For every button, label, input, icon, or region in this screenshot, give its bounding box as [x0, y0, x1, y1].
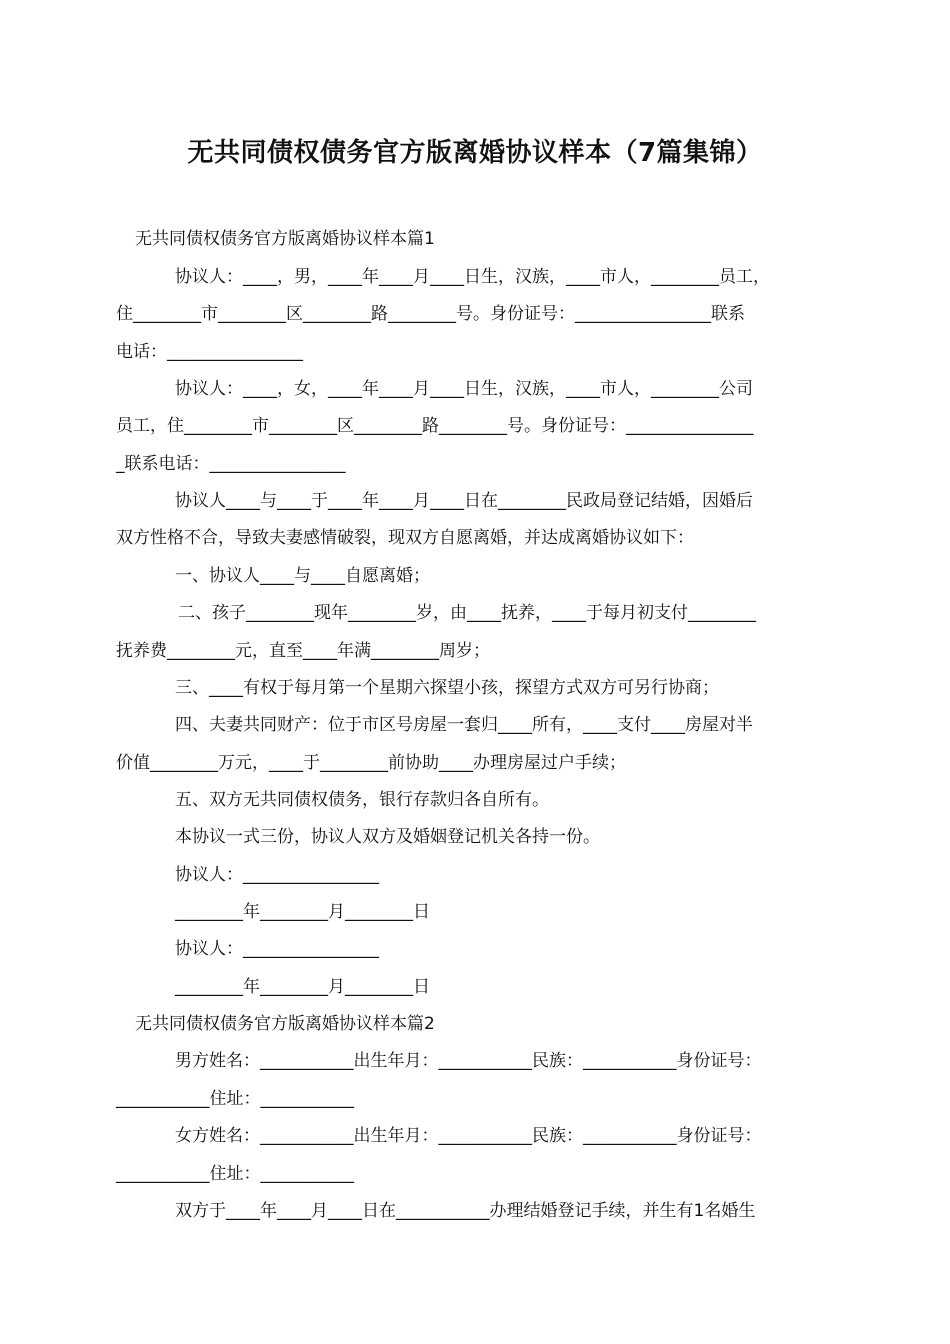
paragraph-line: 协议人：____，男，____年____月____日生，汉族，____市人，________员工， [175, 267, 770, 287]
clause-line: 一、协议人____与____自愿离婚； [175, 566, 430, 586]
clause-line: 二、孩子________现年________岁，由____抚养，____于每月初支付________ [178, 603, 756, 623]
clause-line: 价值________万元，____于________前协助____办理房屋过户手续； [116, 753, 626, 773]
paragraph-line: ___________住址：___________ [116, 1089, 354, 1109]
section-heading-2: 无共同债权债务官方版离婚协议样本篇2 [135, 1014, 435, 1034]
clause-line: 四、夫妻共同财产：位于市区号房屋一套归____所有，____支付____房屋对半 [175, 715, 753, 735]
clause-line: 抚养费________元，直至____年满________周岁； [116, 641, 490, 661]
paragraph-line: 男方姓名：___________出生年月：___________民族：___________身份证号： [175, 1051, 762, 1071]
clause-line: 五、双方无共同债权债务，银行存款归各自所有。 [175, 790, 549, 810]
paragraph-line: 协议人____与____于____年____月____日在________民政局登记结婚，因婚后 [175, 491, 753, 511]
signature-line: 协议人：________________ [175, 939, 379, 959]
paragraph-line: 双方于____年____月____日在___________办理结婚登记手续，并生有1名婚生 [175, 1201, 756, 1221]
paragraph-line: 住________市________区________路________号。身份证号：________________联系 [116, 304, 745, 324]
paragraph-line: ___________住址：___________ [116, 1164, 354, 1184]
section-heading-1: 无共同债权债务官方版离婚协议样本篇1 [135, 229, 435, 249]
paragraph-line: 本协议一式三份，协议人双方及婚姻登记机关各持一份。 [175, 827, 600, 847]
date-line: ________年________月________日 [175, 902, 430, 922]
paragraph-line: 双方性格不合，导致夫妻感情破裂，现双方自愿离婚，并达成离婚协议如下： [116, 528, 694, 548]
date-line: ________年________月________日 [175, 977, 430, 997]
signature-line: 协议人：________________ [175, 865, 379, 885]
paragraph-line: _联系电话：________________ [116, 454, 346, 474]
paragraph-line: 协议人：____，女，____年____月____日生，汉族，____市人，________公司 [175, 379, 753, 399]
clause-line: 三、____有权于每月第一个星期六探望小孩，探望方式双方可另行协商； [175, 678, 719, 698]
paragraph-line: 女方姓名：___________出生年月：___________民族：___________身份证号： [175, 1126, 762, 1146]
paragraph-line: 电话：________________ [116, 342, 303, 362]
document-title: 无共同债权债务官方版离婚协议样本（7篇集锦） [187, 138, 763, 168]
paragraph-line: 员工，住________市________区________路________号。身份证号：_______________ [116, 416, 754, 436]
